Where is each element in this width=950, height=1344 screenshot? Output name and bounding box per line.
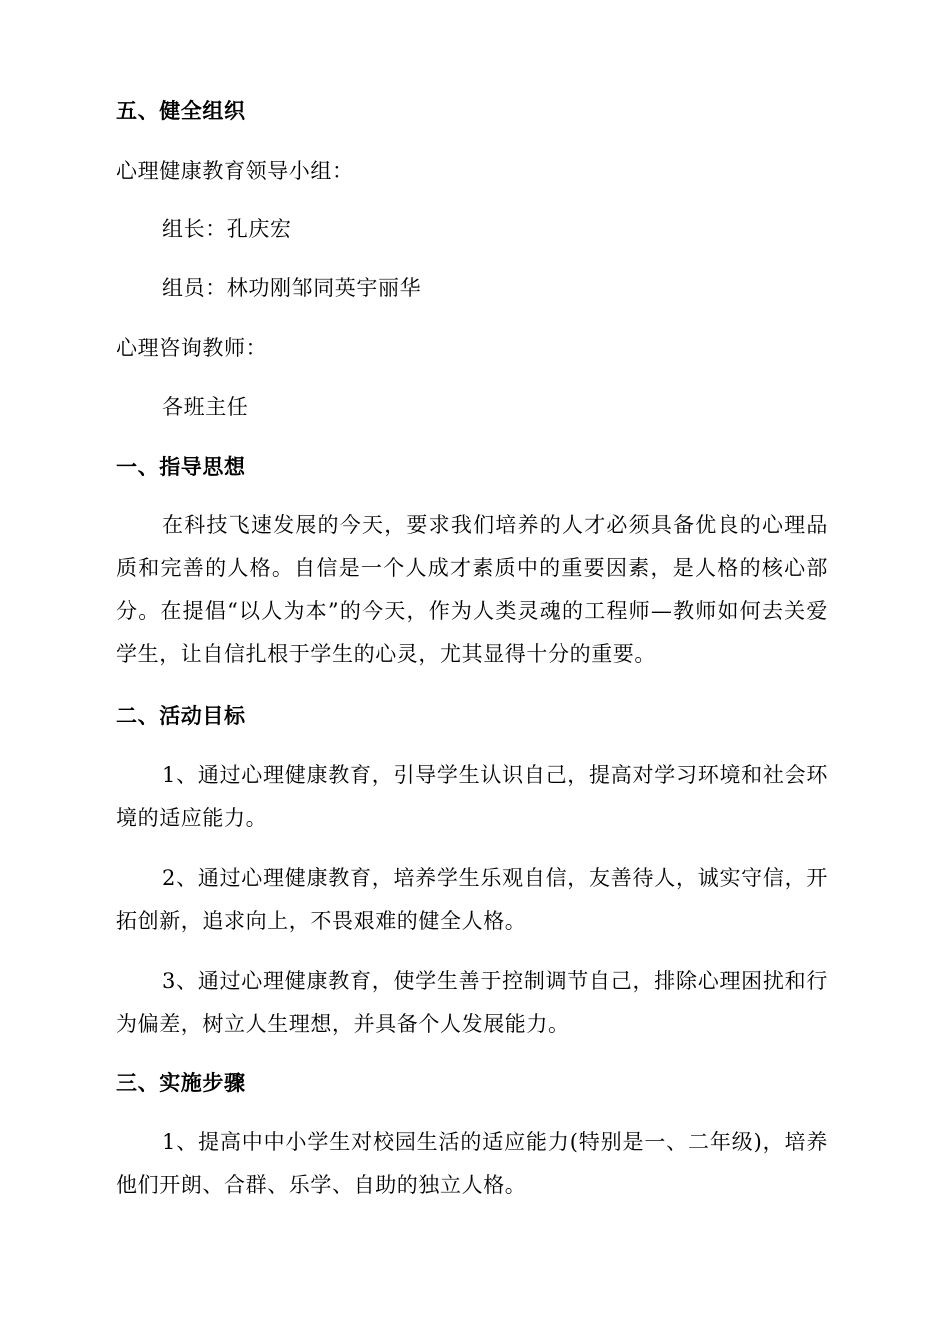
- counselor-line: 各班主任: [162, 395, 249, 419]
- section-heading-goals: 二、活动目标: [116, 704, 246, 728]
- goal-item-1: 1、通过心理健康教育，引导学生认识自己，提高对学习环境和社会环境的适应能力。: [116, 763, 828, 830]
- leader-group-label: 心理健康教育领导小组：: [116, 159, 354, 183]
- leader-line: 组长：孔庆宏: [162, 217, 292, 241]
- section-heading-steps: 三、实施步骤: [116, 1071, 246, 1095]
- guiding-paragraph: 在科技飞速发展的今天，要求我们培养的人才必须具备优良的心理品质和完善的人格。自信是一个人成才素质中的重要因素，是人格的核心部分。在提倡“以人为本”的今天，作为人类灵魂的工程师—教师如何去关爱学生，让自信扎根于学生的心灵，尤其显得十分的重要。: [116, 513, 828, 666]
- goal-item-2: 2、通过心理健康教育，培养学生乐观自信，友善待人，诚实守信，开拓创新，追求向上，不畏艰难的健全人格。: [116, 866, 828, 933]
- section-heading-org: 五、健全组织: [116, 99, 246, 123]
- section-heading-guiding: 一、指导思想: [116, 455, 246, 479]
- members-line: 组员：林功刚邹同英宇丽华: [162, 276, 422, 300]
- goal-item-3: 3、通过心理健康教育，使学生善于控制调节自己，排除心理困扰和行为偏差，树立人生理想，并具备个人发展能力。: [116, 969, 828, 1036]
- step-item-1: 1、提高中中小学生对校园生活的适应能力(特别是一、二年级)，培养他们开朗、合群、乐学、自助的独立人格。: [116, 1130, 828, 1197]
- counselor-label: 心理咨询教师：: [116, 336, 268, 360]
